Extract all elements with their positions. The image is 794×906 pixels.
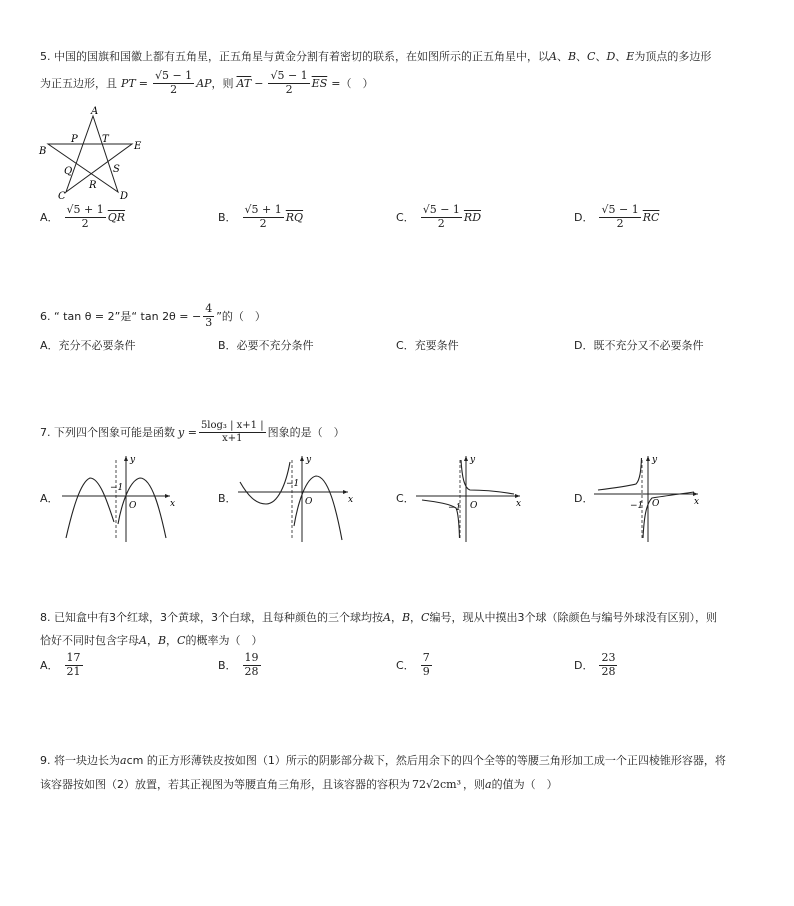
option-label: A．: [40, 211, 59, 225]
sep: 、: [595, 50, 607, 63]
option-label: B．: [218, 211, 237, 225]
label-t: T: [102, 134, 109, 145]
q9-then: ，则: [463, 778, 486, 791]
volume-value: 72√2cm³: [412, 778, 462, 791]
q8-line1: 8. 已知盒中有3个红球，3个黄球，3个白球，且每种颜色的三个球均按A，B，C编号，现从中摸出3个球（除颜色与编号外球没有区别），则: [40, 611, 717, 624]
frac-num: √5 − 1: [422, 203, 460, 216]
minus: −: [254, 76, 264, 90]
graph-b: [236, 452, 376, 544]
option-label: C．: [396, 339, 415, 352]
vec-es: $\overline{ES}$: [311, 76, 328, 90]
frac-den: 21: [66, 664, 81, 678]
frac-num: √5 − 1: [270, 69, 308, 82]
frac-num: √5 − 1: [601, 203, 639, 216]
y-equals: y =: [178, 425, 197, 439]
y-label: y: [130, 455, 136, 465]
letter-b: B: [157, 634, 167, 647]
x-label: x: [694, 497, 700, 507]
letter-b: B: [401, 611, 411, 624]
frac-den: 2: [259, 216, 267, 230]
pentagram-figure: [36, 104, 156, 204]
x-label: x: [348, 495, 354, 505]
option-label: B．: [218, 492, 237, 505]
curve-left: [240, 462, 290, 504]
frac-den: 2: [616, 216, 624, 230]
x-arrow-icon: [343, 490, 348, 494]
graph-d: [592, 452, 732, 544]
y-arrow-icon: [300, 456, 304, 461]
frac-den: 28: [601, 664, 616, 678]
letter-c: C: [177, 634, 186, 647]
graph-c: [414, 452, 554, 544]
x-arrow-icon: [515, 494, 520, 498]
frac-num: 19: [244, 651, 259, 664]
sep: 、: [615, 50, 627, 63]
q9-line1-rest: cm 的正方形薄铁皮按如图（1）所示的阴影部分裁下，然后用余下的四个全等的等腰三角形加工成一个正四棱锥形容器，将: [126, 754, 726, 767]
curve-right: [643, 492, 694, 538]
letter-a: A: [139, 634, 147, 647]
label-q: Q: [64, 166, 73, 177]
letter-a: A: [383, 611, 391, 624]
origin-label: O: [305, 497, 313, 507]
frac-num: 17: [66, 651, 81, 664]
curve-right: [294, 476, 342, 540]
neg-one-label: −1: [110, 483, 124, 493]
var-a: a: [120, 754, 127, 767]
q8-line2-end: 的概率为（ ）: [185, 634, 263, 647]
option-fraction: [421, 652, 432, 678]
equals: =: [138, 76, 148, 90]
curve-left: [598, 458, 642, 490]
option-label: A．: [40, 492, 59, 505]
frac-den: 3: [205, 315, 213, 329]
q5-option-d[interactable]: [574, 204, 659, 230]
q6-option-b[interactable]: [218, 337, 314, 353]
neg-one-label: −1: [630, 501, 644, 511]
q9-line2: [40, 776, 558, 792]
point-d: D: [606, 50, 616, 63]
frac-den: 2: [437, 216, 445, 230]
option-fraction: [243, 652, 261, 678]
label-r: R: [89, 180, 97, 191]
curve-right: [461, 460, 514, 494]
option-text: 充分不必要条件: [58, 339, 136, 352]
frac-den: 2: [285, 82, 293, 96]
option-label: A．: [40, 659, 59, 673]
y-label: y: [306, 455, 312, 465]
function-fraction: [199, 420, 266, 444]
q8-option-c[interactable]: [396, 652, 434, 678]
option-text: 必要不充分条件: [236, 339, 314, 352]
q5-line2-text: 为正五边形，且: [40, 77, 117, 91]
option-fraction: [65, 652, 83, 678]
x-arrow-icon: [165, 494, 170, 498]
sep: 、: [556, 50, 568, 63]
q9-line1: [40, 752, 726, 768]
frac-num: 7: [422, 651, 430, 664]
q5-line1: [40, 48, 711, 64]
fraction-sqrt5-minus-1: [153, 70, 194, 96]
y-arrow-icon: [464, 456, 468, 461]
frac-den: 28: [244, 664, 259, 678]
origin-label: O: [129, 501, 137, 511]
frac-den: x+1: [222, 432, 243, 444]
frac-den: 2: [81, 216, 89, 230]
fraction-four-thirds: [203, 303, 214, 329]
option-fraction: [65, 204, 106, 230]
option-label: A．: [40, 339, 59, 352]
label-s: S: [113, 164, 120, 175]
option-label: D．: [574, 211, 594, 225]
option-vector: $\overline{RD}$: [463, 210, 482, 224]
q5-line1-text: 5. 中国的国旗和国徽上都有五角星，正五角星与黄金分割有着密切的联系，在如图所示的正五角星中，以: [40, 50, 549, 63]
option-text: 充要条件: [414, 339, 459, 352]
q6-stem-text: 6. “ tan θ = 2”是“ tan 2θ = −: [40, 310, 202, 324]
option-label: B．: [218, 339, 237, 352]
vec-ap: AP: [196, 76, 212, 90]
q8-option-b[interactable]: [218, 652, 263, 678]
point-c: C: [587, 50, 596, 63]
q5-option-c[interactable]: [396, 204, 481, 230]
q7-stem: [40, 420, 345, 444]
origin-label: O: [470, 501, 478, 511]
q8-option-d[interactable]: [574, 652, 619, 678]
label-b: B: [39, 146, 47, 157]
option-label: C．: [396, 211, 415, 225]
frac-num: 4: [205, 302, 213, 315]
q9-line2-text: 该容器按如图（2）放置，若其正视图为等腰直角三角形，且该容器的容积为: [40, 778, 410, 791]
q6-stem: [40, 303, 266, 329]
frac-num: √5 − 1: [154, 69, 193, 82]
x-label: x: [170, 499, 176, 509]
frac-num: √5 + 1: [66, 203, 104, 216]
option-label: B．: [218, 659, 237, 673]
neg-one-label: −1: [448, 503, 462, 513]
q8-line1-end: 编号，现从中摸出3个球（除颜色与编号外球没有区别），则: [429, 611, 717, 624]
q7-stem-end: 图象的是（ ）: [267, 426, 345, 439]
q8-option-a[interactable]: [40, 652, 85, 678]
label-p: P: [71, 134, 78, 145]
q9-line1-text: 9. 将一块边长为: [40, 754, 120, 767]
graph-a: [60, 452, 200, 544]
curve-left: [66, 478, 114, 538]
q5-line1-end: 为顶点的多边形: [634, 50, 712, 63]
y-label: y: [470, 455, 476, 465]
q9-line2-end: 的值为（ ）: [491, 778, 558, 791]
q8-line2: 恰好不同时包含字母A，B，C的概率为（ ）: [40, 634, 263, 647]
point-a: A: [549, 50, 557, 63]
neg-one-label: −1: [286, 479, 300, 489]
option-fraction: [421, 204, 462, 230]
origin-label: O: [652, 499, 660, 509]
y-arrow-icon: [646, 456, 650, 461]
label-d: D: [120, 191, 129, 202]
q5-option-b[interactable]: [218, 204, 303, 230]
q6-option-d[interactable]: [574, 337, 703, 353]
q5-line2: [40, 70, 373, 96]
label-a: A: [91, 106, 99, 117]
fraction-sqrt5-minus-1: [268, 70, 309, 96]
option-label: D．: [574, 659, 594, 673]
curve-right: [118, 478, 166, 538]
option-fraction: [599, 652, 617, 678]
option-fraction: [599, 204, 640, 230]
y-arrow-icon: [124, 456, 128, 461]
x-label: x: [516, 499, 522, 509]
point-b: B: [567, 50, 577, 63]
vec-at: $\overline{AT}$: [236, 76, 252, 90]
frac-den: 2: [170, 82, 178, 96]
letter-c: C: [421, 611, 430, 624]
frac-num: 5log₃ | x+1 |: [200, 420, 264, 431]
y-label: y: [652, 455, 658, 465]
label-c: C: [58, 191, 66, 202]
option-label: D．: [574, 339, 594, 352]
q8-line1-text: 8. 已知盒中有3个红球，3个黄球，3个白球，且每种颜色的三个球均按: [40, 611, 383, 624]
label-e: E: [134, 141, 142, 152]
q6-stem-end: ”的（ ）: [216, 310, 266, 324]
option-fraction: [243, 204, 284, 230]
answer-paren: =（ ）: [331, 77, 374, 91]
option-label: C．: [396, 492, 415, 505]
option-label: C．: [396, 659, 415, 673]
frac-num: 23: [601, 651, 616, 664]
q5-option-a[interactable]: [40, 204, 125, 230]
vec-pt: PT: [121, 76, 136, 90]
q6-option-a[interactable]: [40, 337, 136, 353]
x-arrow-icon: [693, 492, 698, 496]
option-vector: $\overline{QR}$: [107, 210, 126, 224]
q7-stem-text: 7. 下列四个图象可能是函数: [40, 426, 175, 439]
point-e: E: [626, 50, 635, 63]
q6-option-c[interactable]: [396, 337, 459, 353]
q8-line2-text: 恰好不同时包含字母: [40, 634, 139, 647]
sep: 、: [576, 50, 588, 63]
option-vector: $\overline{RQ}$: [285, 210, 304, 224]
option-vector: $\overline{RC}$: [642, 210, 660, 224]
frac-num: √5 + 1: [244, 203, 282, 216]
var-a: a: [485, 778, 492, 791]
frac-den: 9: [422, 664, 430, 678]
then-text: ，则: [211, 77, 234, 91]
option-label: D．: [574, 492, 594, 505]
option-text: 既不充分又不必要条件: [593, 339, 704, 352]
